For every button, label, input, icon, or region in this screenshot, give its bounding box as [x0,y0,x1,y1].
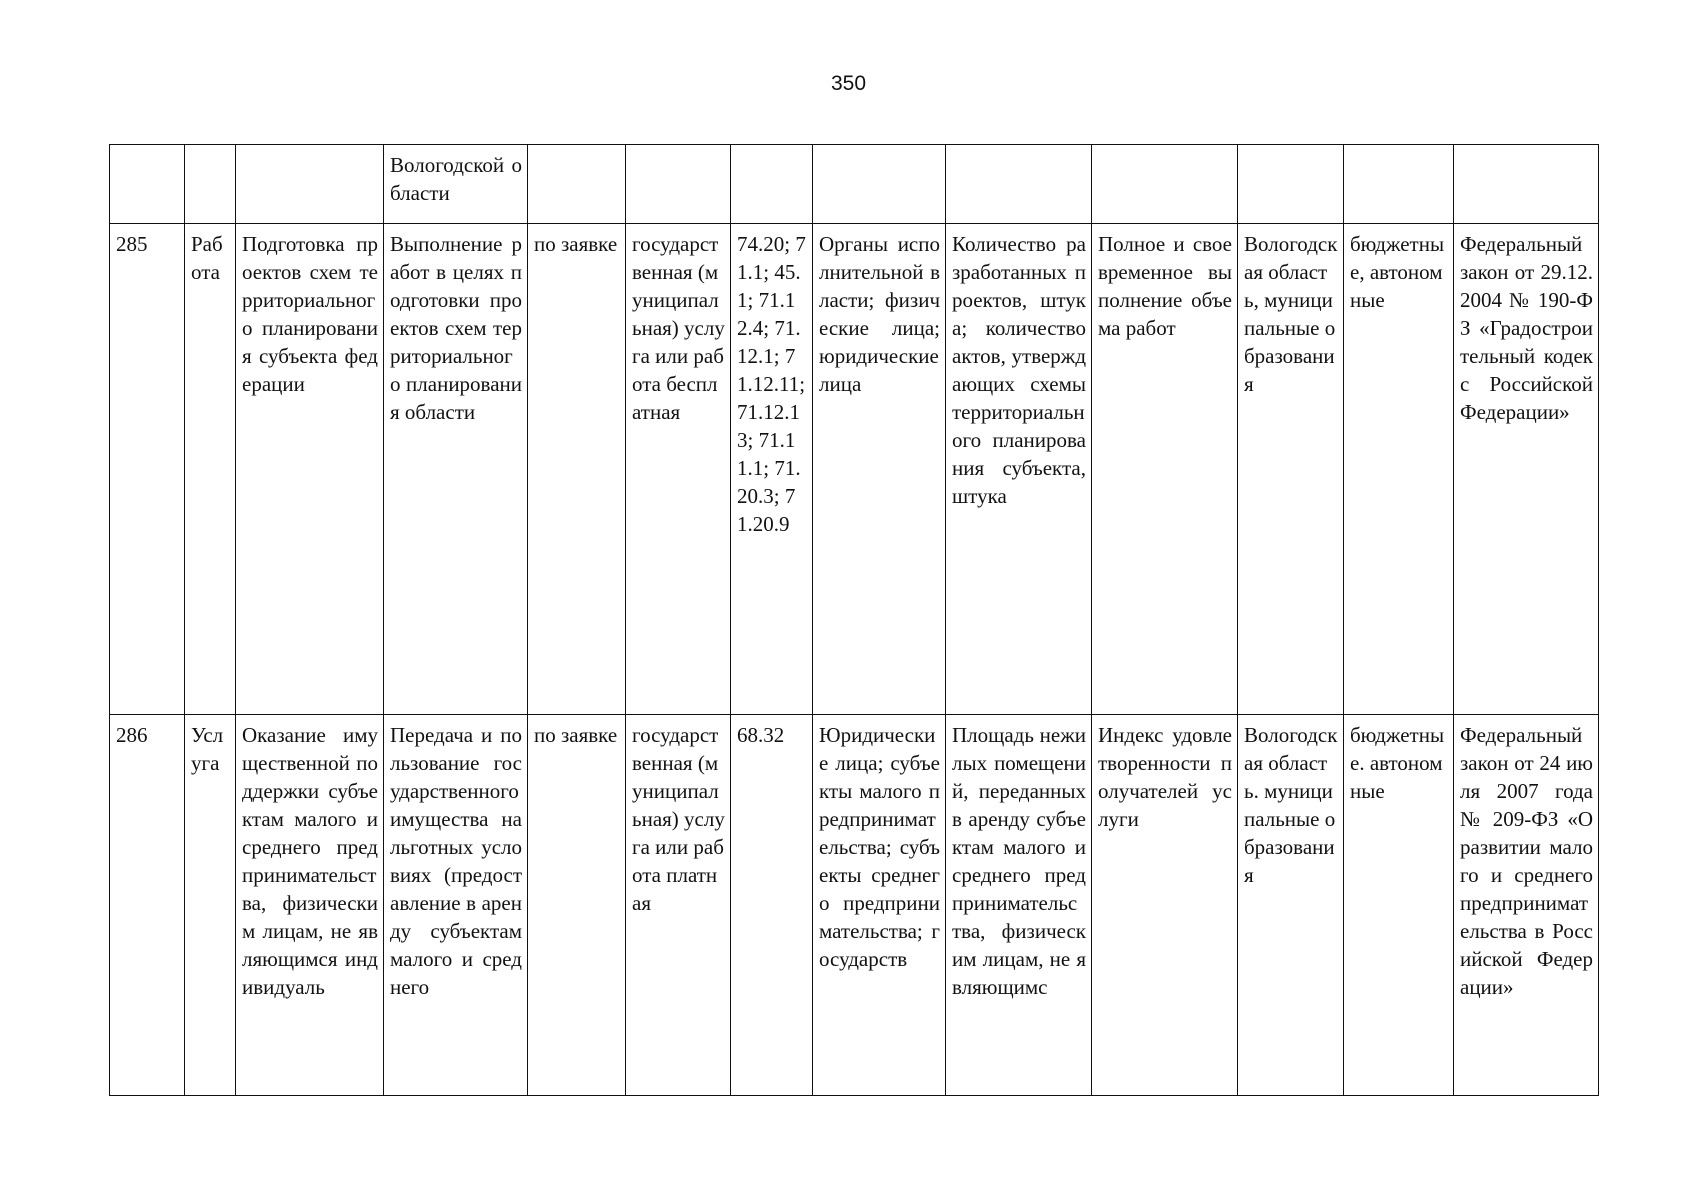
cell-type: государственная (муниципальная) услуга или работа платная [626,715,731,1096]
cell-quality [1092,145,1238,224]
cell-consumers [813,145,946,224]
cell-kind [185,145,236,224]
cell-consumers: Органы исполнительной власти; физические лица; юридические лица [813,224,946,715]
table-row [110,715,1599,1096]
cell-territory: Вологодская область. муниципальные образования [1238,715,1344,1096]
cell-terms: по заявке [528,224,626,715]
cell-legal-basis: Федеральный закон от 29.12.2004 № 190-ФЗ «Градостроительный кодекс Российской Федерации» [1454,224,1599,715]
cell-institutions [1344,145,1454,224]
cell-okved [731,145,813,224]
cell-kind: Услуга [185,715,236,1096]
cell-territory: Вологодская область, муниципальные образования [1238,224,1344,715]
cell-legal-basis: Федеральный закон от 24 июля 2007 года № 209-ФЗ «О развитии малого и среднего предпринимательства в Российской Федерации» [1454,715,1599,1096]
cell-name [236,145,384,224]
cell-institutions: бюджетные, автономные [1344,224,1454,715]
cell-volume: Площадь нежилых помещений, переданных в аренду субъектам малого и среднего предпринимательства, физическим лицам, не являющимс [946,715,1092,1096]
cell-terms [528,145,626,224]
cell-volume [946,145,1092,224]
cell-consumers: Юридические лица; субъекты малого предпринимательства; субъекты среднего предпринимательства; государств [813,715,946,1096]
table-row [110,145,1599,224]
services-registry-table [109,144,1599,1096]
cell-quality: Полное и своевременное выполнение объема работ [1092,224,1238,715]
cell-type: государственная (муниципальная) услуга или работа бесплатная [626,224,731,715]
page-number: 350 [830,72,867,95]
cell-institutions: бюджетные. автономные [1344,715,1454,1096]
cell-number: 286 [110,715,185,1096]
cell-content: Вологодской области [384,145,528,224]
cell-okved: 68.32 [731,715,813,1096]
cell-name: Подготовка проектов схем территориального планирования субъекта федерации [236,224,384,715]
table-row [110,224,1599,715]
cell-number [110,145,185,224]
cell-territory [1238,145,1344,224]
cell-name: Оказание имущественной поддержки субъектам малого и среднего предпринимательства, физическим лицам, не являющимся индивидуаль [236,715,384,1096]
cell-quality: Индекс удовлетворенности получателей услуги [1092,715,1238,1096]
cell-terms: по заявке [528,715,626,1096]
cell-volume: Количество разработанных проектов, штука; количество актов, утверждающих схемы территориального планирования субъекта, штука [946,224,1092,715]
cell-okved: 74.20; 71.1; 45.1; 71.12.4; 71.12.1; 71.12.11; 71.12.13; 71.11.1; 71.20.3; 71.20.9 [731,224,813,715]
cell-content: Передача и пользование государственного имущества на льготных условиях (предоставление в аренду субъектам малого и среднего [384,715,528,1096]
cell-legal-basis [1454,145,1599,224]
cell-content: Выполнение работ в целях подготовки проектов схем территориального планирования области [384,224,528,715]
cell-kind: Работа [185,224,236,715]
cell-number: 285 [110,224,185,715]
cell-type [626,145,731,224]
